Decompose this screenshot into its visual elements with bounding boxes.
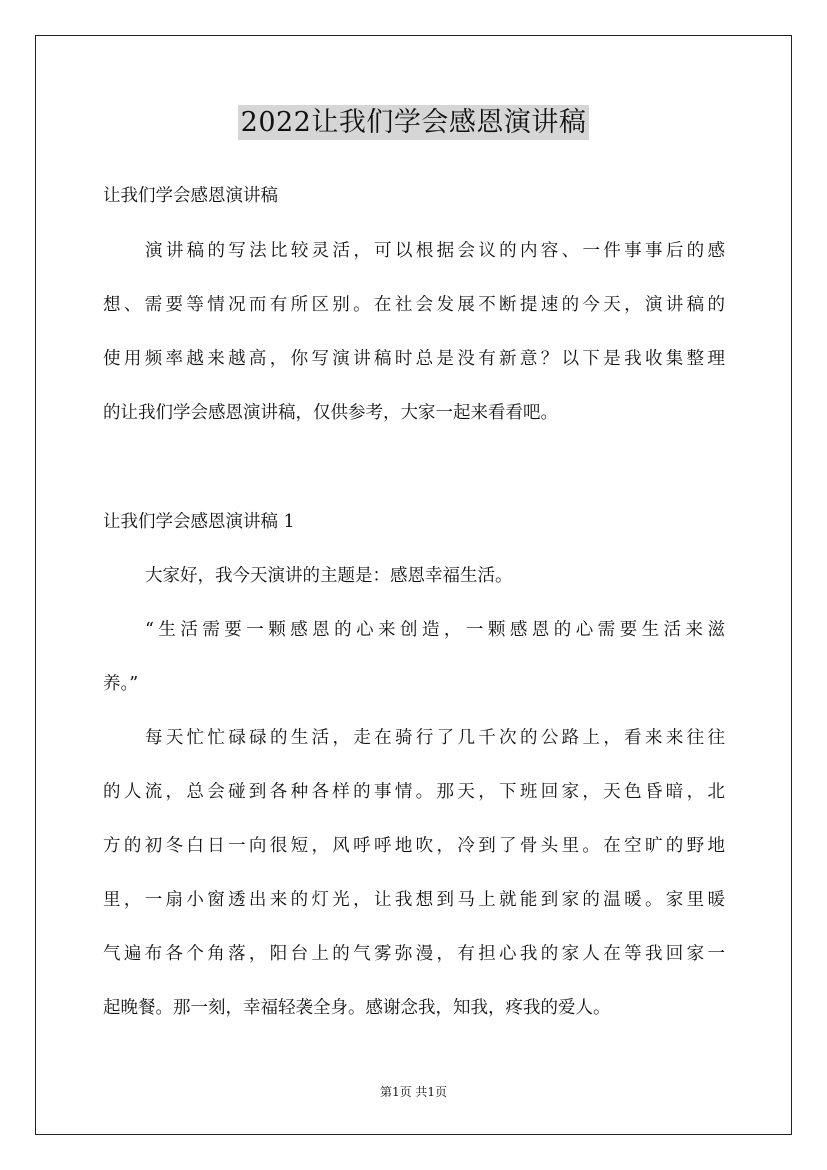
paragraph-line: 方的初冬白日一向很短，风呼呼地吹，冷到了骨头里。在空旷的野地: [103, 836, 725, 856]
paragraph-line: 大家好，我今天演讲的主题是：感恩幸福生活。: [145, 566, 513, 586]
paragraph-line: 想、需要等情况而有所区别。在社会发展不断提速的今天，演讲稿的: [103, 295, 725, 315]
paragraph-line: 里，一扇小窗透出来的灯光，让我想到马上就能到家的温暖。家里暖: [103, 890, 725, 910]
section-heading: 让我们学会感恩演讲稿 1: [103, 512, 295, 532]
paragraph-line: 每天忙忙碌碌的生活，走在骑行了几千次的公路上，看来来往往: [145, 728, 725, 748]
page-footer: 第1页 共1页: [379, 1085, 448, 1099]
paragraph-line: 养。”: [103, 674, 139, 694]
paragraph-line: 演讲稿的写法比较灵活，可以根据会议的内容、一件事事后的感: [145, 241, 725, 261]
paragraph-line: “生活需要一颗感恩的心来创造，一颗感恩的心需要生活来滋: [145, 620, 725, 640]
paragraph-line: 使用频率越来越高，你写演讲稿时总是没有新意？以下是我收集整理: [103, 349, 725, 369]
paragraph-line: 起晚餐。那一刻，幸福轻袭全身。感谢念我，知我，疼我的爱人。: [103, 998, 611, 1018]
paragraph-line: 气遍布各个角落，阳台上的气雾弥漫，有担心我的家人在等我回家一: [103, 944, 725, 964]
document-title: 2022让我们学会感恩演讲稿: [238, 105, 590, 140]
intro-heading: 让我们学会感恩演讲稿: [103, 186, 278, 206]
paragraph-line: 的人流，总会碰到各种各样的事情。那天，下班回家，天色昏暗，北: [103, 782, 725, 802]
paragraph-line: 的让我们学会感恩演讲稿，仅供参考，大家一起来看看吧。: [103, 403, 558, 423]
document-title-wrap: [0, 100, 827, 139]
